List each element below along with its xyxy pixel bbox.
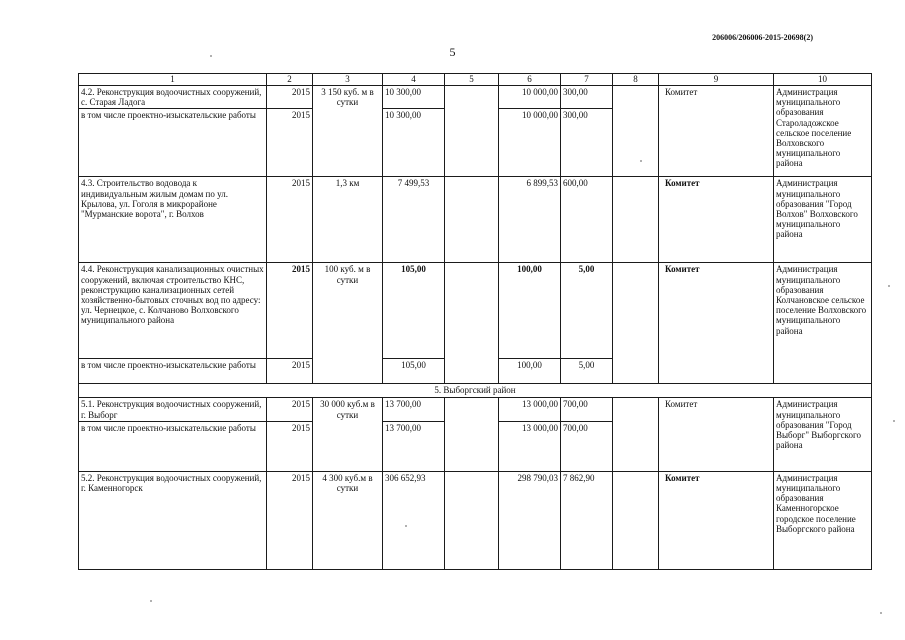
capacity: 100 куб. м в сутки bbox=[313, 263, 383, 384]
year: 2015 bbox=[267, 398, 313, 421]
amount-col7: 300,00 bbox=[561, 86, 613, 109]
table-row-5-2 bbox=[79, 471, 872, 569]
scan-speck bbox=[640, 160, 642, 162]
table-row-5-1 bbox=[79, 398, 872, 421]
column-number: 7 bbox=[561, 74, 613, 86]
amount-col6: 100,00 bbox=[499, 263, 561, 359]
empty-cell bbox=[613, 86, 659, 177]
capacity: 4 300 куб.м в сутки bbox=[313, 471, 383, 569]
responsible: Комитет bbox=[659, 263, 774, 384]
amount-col6: 10 000,00 bbox=[499, 86, 561, 109]
year: 2015 bbox=[267, 359, 313, 384]
amount-col7: 7 862,90 bbox=[561, 471, 613, 569]
column-number: 2 bbox=[267, 74, 313, 86]
year: 2015 bbox=[267, 109, 313, 177]
section-title: 5. Выборгский район bbox=[79, 384, 872, 398]
table-row-4-2 bbox=[79, 86, 872, 109]
object-name: 5.2. Реконструкция водоочистных сооружений, г. Каменногорск bbox=[79, 471, 267, 569]
capacity: 30 000 куб.м в сутки bbox=[313, 398, 383, 471]
column-number: 6 bbox=[499, 74, 561, 86]
amount-col7: 300,00 bbox=[561, 109, 613, 177]
scan-speck bbox=[888, 285, 890, 287]
column-number: 1 bbox=[79, 74, 267, 86]
column-header-row bbox=[79, 74, 872, 86]
amount-col7: 700,00 bbox=[561, 421, 613, 471]
amount-col7: 600,00 bbox=[561, 177, 613, 263]
empty-cell bbox=[613, 177, 659, 263]
document-id: 206006/206006-2015-20698(2) bbox=[712, 33, 813, 42]
total-amount: 13 700,00 bbox=[383, 421, 445, 471]
scan-speck bbox=[150, 600, 152, 602]
year: 2015 bbox=[267, 177, 313, 263]
empty-cell bbox=[613, 263, 659, 384]
total-amount: 7 499,53 bbox=[383, 177, 445, 263]
table-row-4-4 bbox=[79, 263, 872, 359]
object-name: 4.4. Реконструкция канализационных очистных сооружений, включая строительство КНС, реконструкцию канализационных сетей хозяйственно-бытовых сточных вод по адресу: ул. Чернецкое, с. Колчаново Волховского муниципального района bbox=[79, 263, 267, 359]
empty-cell bbox=[613, 398, 659, 471]
empty-cell bbox=[445, 177, 499, 263]
column-number: 10 bbox=[774, 74, 872, 86]
empty-cell bbox=[445, 86, 499, 177]
amount-col6: 6 899,53 bbox=[499, 177, 561, 263]
program-table bbox=[78, 73, 872, 570]
object-name: 4.2. Реконструкция водоочистных сооружений, с. Старая Ладога bbox=[79, 86, 267, 109]
municipality: Администрация муниципального образования Староладожское сельское поселение Волховского муниципального района bbox=[774, 86, 872, 177]
capacity: 3 150 куб. м в сутки bbox=[313, 86, 383, 177]
column-number: 8 bbox=[613, 74, 659, 86]
object-name: в том числе проектно-изыскательские работы bbox=[79, 109, 267, 177]
amount-col6: 100,00 bbox=[499, 359, 561, 384]
amount-col7: 5,00 bbox=[561, 263, 613, 359]
total-amount: 306 652,93 bbox=[383, 471, 445, 569]
empty-cell bbox=[613, 471, 659, 569]
amount-col6: 13 000,00 bbox=[499, 398, 561, 421]
amount-col6: 298 790,03 bbox=[499, 471, 561, 569]
object-name: в том числе проектно-изыскательские работы bbox=[79, 359, 267, 384]
responsible: Комитет bbox=[659, 471, 774, 569]
year: 2015 bbox=[267, 86, 313, 109]
responsible: Комитет bbox=[659, 398, 774, 471]
amount-col6: 13 000,00 bbox=[499, 421, 561, 471]
total-amount: 105,00 bbox=[383, 263, 445, 359]
total-amount: 13 700,00 bbox=[383, 398, 445, 421]
scan-speck bbox=[210, 55, 212, 57]
object-name: 4.3. Строительство водовода к индивидуальным жилым домам по ул. Крылова, ул. Гоголя в микрорайоне "Мурманские ворота", г. Волхов bbox=[79, 177, 267, 263]
table-row-4-3 bbox=[79, 177, 872, 263]
year: 2015 bbox=[267, 471, 313, 569]
empty-cell bbox=[445, 471, 499, 569]
municipality: Администрация муниципального образования Колчановское сельское поселение Волховского муниципального района bbox=[774, 263, 872, 384]
amount-col6: 10 000,00 bbox=[499, 109, 561, 177]
year: 2015 bbox=[267, 421, 313, 471]
amount-col7: 700,00 bbox=[561, 398, 613, 421]
object-name: 5.1. Реконструкция водоочистных сооружений, г. Выборг bbox=[79, 398, 267, 421]
column-number: 3 bbox=[313, 74, 383, 86]
municipality: Администрация муниципального образования "Город Волхов" Волховского муниципального района bbox=[774, 177, 872, 263]
responsible: Комитет bbox=[659, 177, 774, 263]
total-amount: 10 300,00 bbox=[383, 109, 445, 177]
municipality: Администрация муниципального образования Каменногорское городское поселение Выборгского района bbox=[774, 471, 872, 569]
total-amount: 105,00 bbox=[383, 359, 445, 384]
capacity: 1,3 км bbox=[313, 177, 383, 263]
object-name: в том числе проектно-изыскательские работы bbox=[79, 421, 267, 471]
empty-cell bbox=[445, 398, 499, 471]
scan-speck bbox=[880, 612, 882, 614]
column-number: 5 bbox=[445, 74, 499, 86]
page-number: 5 bbox=[449, 45, 456, 59]
scan-speck bbox=[405, 525, 407, 527]
amount-col7: 5,00 bbox=[561, 359, 613, 384]
column-number: 4 bbox=[383, 74, 445, 86]
column-number: 9 bbox=[659, 74, 774, 86]
total-amount: 10 300,00 bbox=[383, 86, 445, 109]
scan-speck bbox=[893, 420, 895, 422]
responsible: Комитет bbox=[659, 86, 774, 177]
empty-cell bbox=[445, 263, 499, 384]
year: 2015 bbox=[267, 263, 313, 359]
section-row bbox=[79, 384, 872, 398]
municipality: Администрация муниципального образования "Город Выборг" Выборгского района bbox=[774, 398, 872, 471]
